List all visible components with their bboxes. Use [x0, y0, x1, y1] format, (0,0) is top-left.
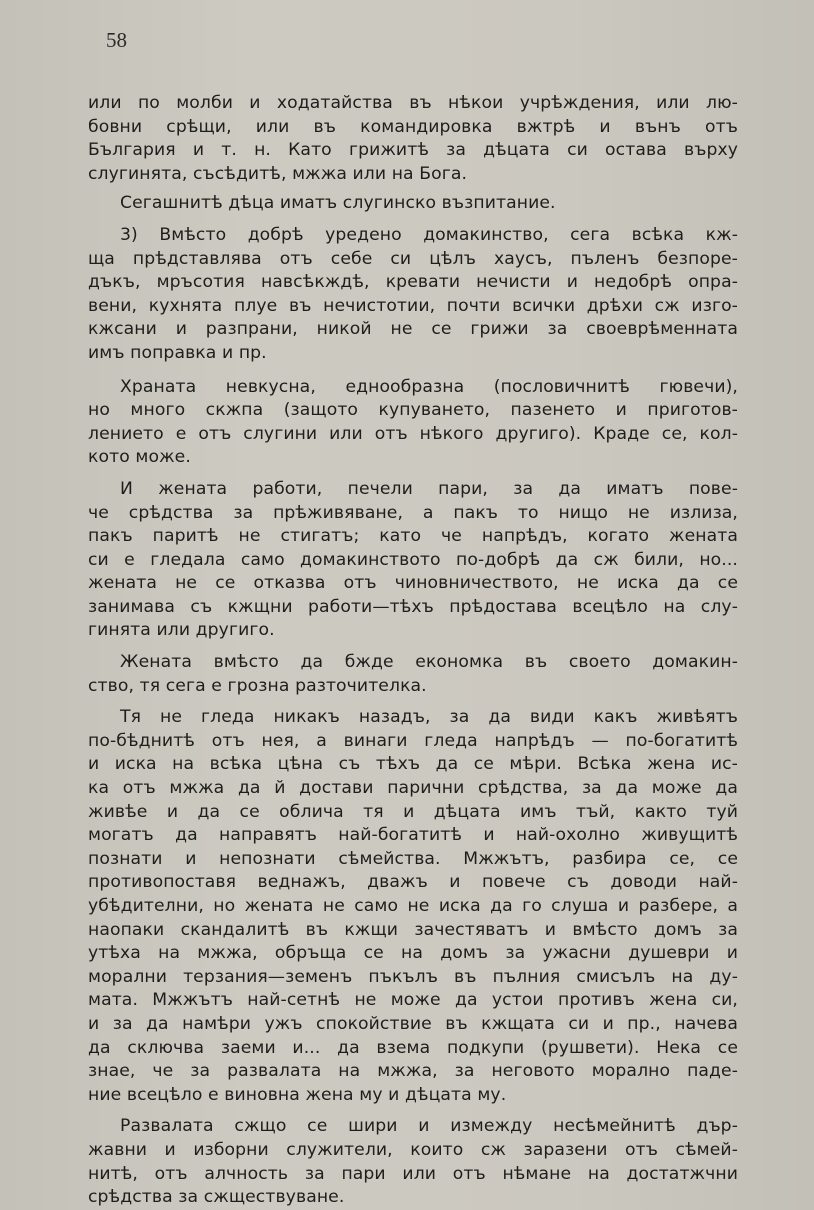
text-line: 3) Вмѣсто добрѣ уредено домакинство, сега всѣка кж-: [120, 224, 738, 245]
text-line: противопоставя веднажъ, дважъ и повече съ доводи най-: [88, 872, 738, 893]
paragraph: [88, 224, 738, 366]
text-line: по-бѣднитѣ отъ нея, а винаги гледа напрѣдъ — по-богатитѣ: [88, 730, 738, 751]
text-line: пакъ паритѣ не стигатъ; като че напрѣдъ, когато жената: [88, 526, 738, 547]
text-line: вени, кухнята плуе въ нечистотии, почти всички дрѣхи сж изго-: [88, 295, 738, 316]
text-line: гинята или другиго.: [88, 620, 275, 641]
paragraph-gap: [88, 366, 738, 376]
text-line: познати и непознати сѣмейства. Мжжътъ, разбира се, се: [88, 848, 738, 869]
text-line: срѣдства за сжществуване.: [88, 1187, 345, 1208]
text-line: Жената вмѣсто да бжде економка въ своето домакин-: [120, 652, 738, 673]
text-line: слугинята, съсѣдитѣ, мжжа или на Бога.: [88, 163, 468, 184]
text-line: знае, че за развалата на мжжа, за неговото морално паде-: [88, 1061, 738, 1082]
paragraph: [88, 651, 738, 698]
text-line: ние всецѣло е виновна жена му и дѣцата му.: [88, 1084, 507, 1105]
text-line: занимава съ кжщни работи—тѣхъ прѣдостава всецѣло на слу-: [88, 596, 738, 617]
text-line: морални терзания—земенъ пъкълъ въ пълния смисълъ на ду-: [88, 966, 738, 987]
paragraph-gap: [88, 698, 738, 706]
paragraph: [88, 92, 738, 186]
text-line: утѣха на мжжа, обръща се на домъ за ужасни душеври и: [88, 943, 738, 964]
text-line: наопаки скандалитѣ въ кжщи зачестяватъ и вмѣсто домъ за: [88, 919, 738, 940]
text-line: ка отъ мжжа да й достави парични срѣдства, за да може да: [88, 778, 738, 799]
text-line: могатъ да направятъ най-богатитѣ и най-охолно живущитѣ: [88, 825, 738, 846]
text-line: че срѣдства за прѣживяване, а пакъ то нищо не излиза,: [88, 502, 738, 523]
text-line: Тя не гледа никакъ назадъ, за да види какъ живѣятъ: [120, 707, 738, 728]
page-number: 58: [106, 28, 127, 52]
text-line: но много скжпа (защото купуването, пазенето и приготов-: [88, 400, 738, 421]
text-line: или по молби и ходатайства въ нѣкои учрѣждения, или лю-: [88, 93, 738, 113]
text-line: Сегашнитѣ дѣца иматъ слугинско възпитание.: [120, 193, 556, 214]
text-line: кото може.: [88, 447, 191, 468]
text-line: Храната невкусна, еднообразна (пословичнитѣ гювечи),: [120, 376, 738, 397]
text-line: мата. Мжжътъ най-сетнѣ не може да устои противъ жена си,: [88, 990, 738, 1011]
text-line: дъкъ, мръсотия навсѣкждѣ, кревати нечисти и недобрѣ опра-: [88, 272, 738, 293]
text-line: кжсани и разпрани, никой не се грижи за своеврѣменната: [88, 319, 738, 340]
body-text: [88, 92, 738, 1210]
text-line: И жената работи, печели пари, за да иматъ пове-: [120, 478, 738, 499]
text-line: си е гледала само домакинството по-добрѣ да сж били, но...: [88, 549, 738, 570]
text-line: и иска на всѣка цѣна съ тѣхъ да се мѣри. Всѣка жена ис-: [88, 754, 738, 775]
paragraph: [88, 376, 738, 470]
text-line: ство, тя сега е грозна разточителка.: [88, 675, 427, 696]
text-line: жената не се отказва отъ чиновничеството, не иска да се: [88, 573, 738, 594]
text-line: Развалата сжщо се шири и измежду несѣмейнитѣ дър-: [120, 1116, 738, 1137]
paragraph-gap: [88, 470, 738, 478]
paragraph: [88, 706, 738, 1107]
paragraph: [88, 1115, 738, 1209]
paragraph-gap: [88, 1107, 738, 1115]
paragraph-gap: [88, 216, 738, 224]
text-line: лението е отъ слугини или отъ нѣкого другиго). Краде се, кол-: [88, 423, 738, 444]
text-line: имъ поправка и пр.: [88, 342, 267, 363]
text-line: България и т. н. Като грижитѣ за дѣцата си остава върху: [88, 140, 738, 161]
text-line: нитѣ, отъ алчность за пари или отъ нѣмане на достатжчни: [88, 1163, 738, 1184]
text-line: ща прѣдставлява отъ себе си цѣлъ хаусъ, пъленъ безпоре-: [88, 248, 738, 269]
paragraph: [88, 192, 738, 216]
paragraph-gap: [88, 643, 738, 651]
text-line: живѣе и да се облича тя и дѣцата имъ тъй, както туй: [88, 801, 738, 822]
text-line: бовни срѣщи, или въ командировка вжтрѣ и вънъ отъ: [88, 116, 738, 137]
text-line: и за да намѣри ужъ спокойствие въ кжщата си и пр., начева: [88, 1013, 738, 1034]
text-line: жавни и изборни служители, които сж заразени отъ сѣмей-: [88, 1139, 738, 1160]
text-line: убѣдителни, но жената не само не иска да го слуша и разбере, а: [88, 896, 738, 916]
text-line: да сключва заеми и... да взема подкупи (рушвети). Нека се: [88, 1037, 738, 1058]
paragraph: [88, 478, 738, 643]
